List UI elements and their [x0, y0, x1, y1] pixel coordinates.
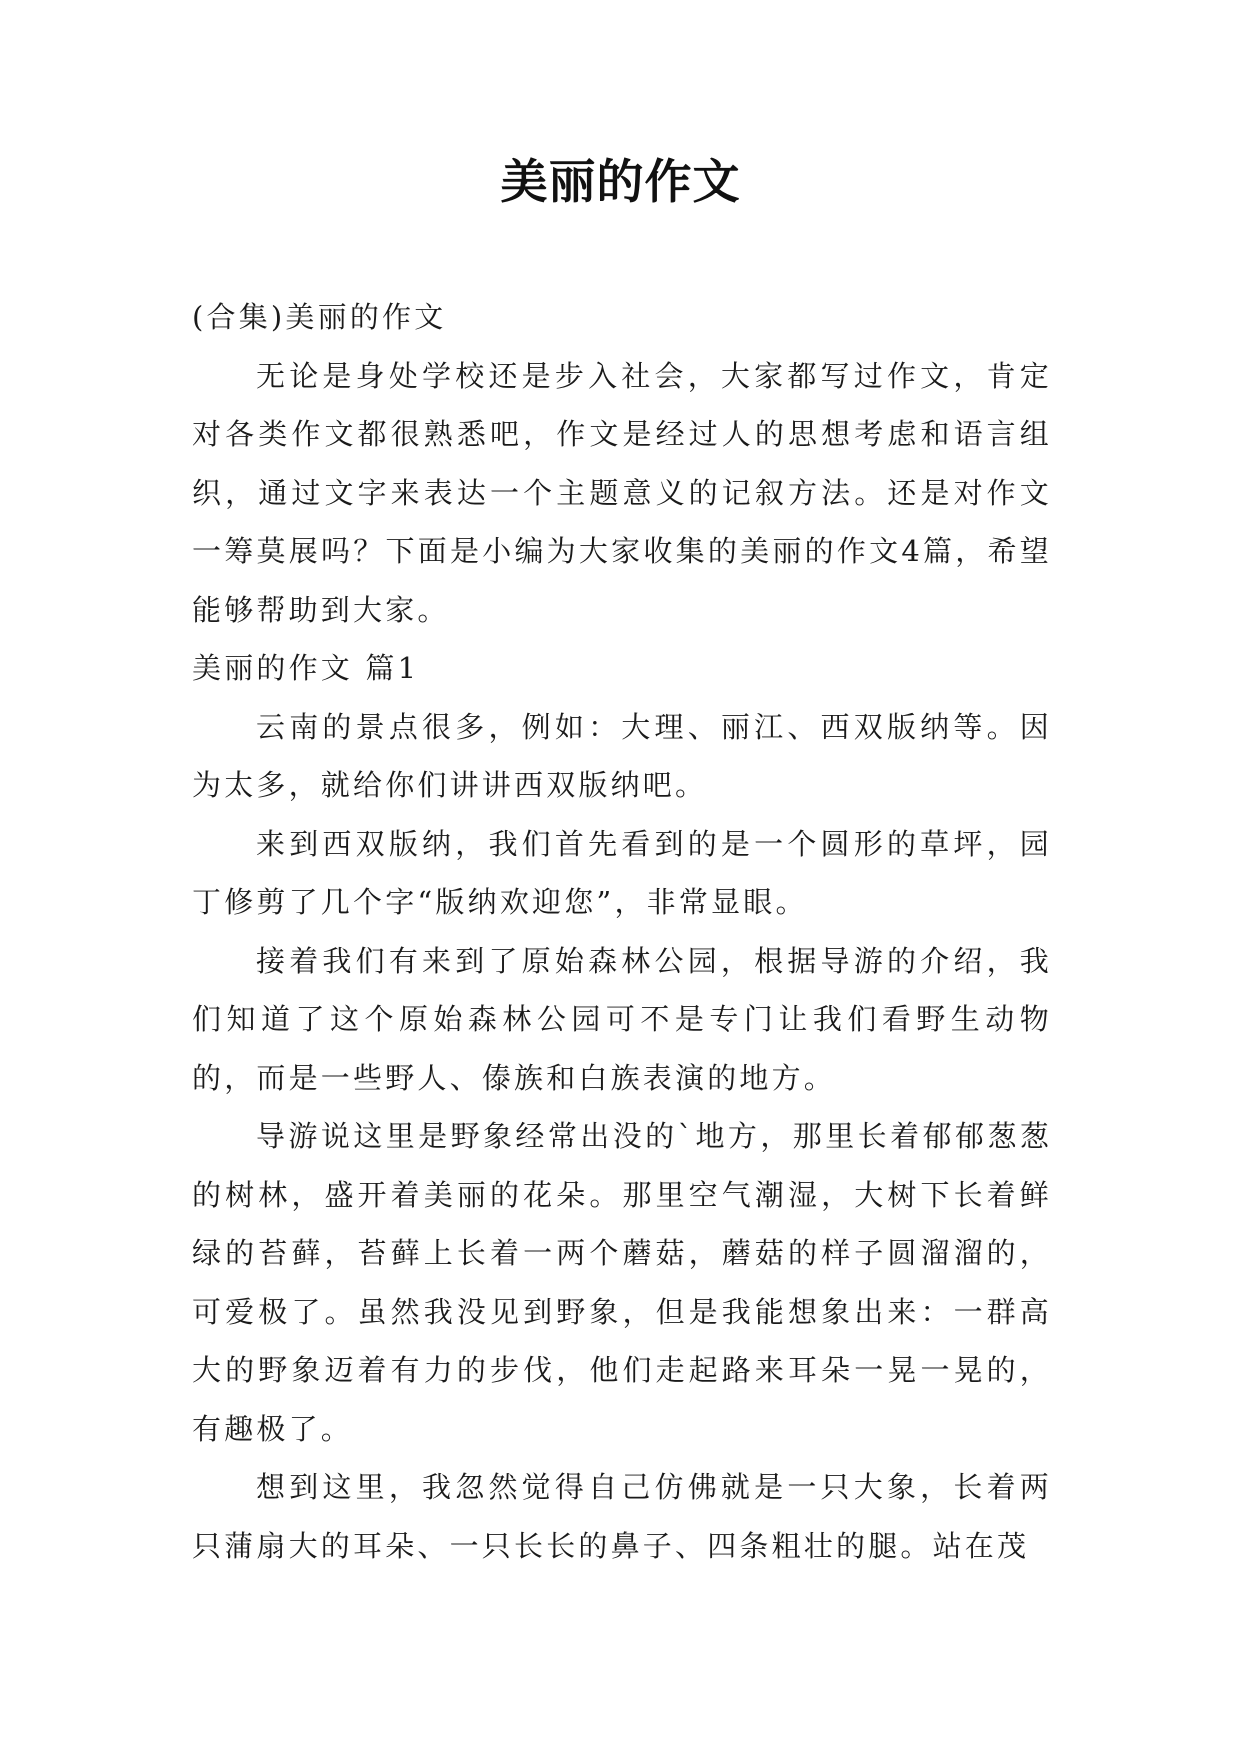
body-paragraph: 导游说这里是野象经常出没的`地方，那里长着郁郁葱葱的树林，盛开着美丽的花朵。那里空气潮湿，大树下长着鲜绿的苔藓，苔藓上长着一两个蘑菇，蘑菇的样子圆溜溜的，可爱极了。虽然我没见到野象，但是我能想象出来：一群高大的野象迈着有力的步伐，他们走起路来耳朵一晃一晃的，有趣极了。 — [192, 1119, 1052, 1446]
section-heading-1: 美丽的作文 篇1 — [192, 651, 420, 685]
intro-paragraph: 无论是身处学校还是步入社会，大家都写过作文，肯定对各类作文都很熟悉吧，作文是经过人的思想考虑和语言组织，通过文字来表达一个主题意义的记叙方法。还是对作文一筹莫展吗？下面是小编为大家收集的美丽的作文4篇，希望能够帮助到大家。 — [192, 358, 1052, 627]
document-body — [192, 288, 1052, 1575]
collection-subtitle: (合集)美丽的作文 — [192, 300, 447, 334]
document-title: 美丽的作文 — [500, 155, 741, 210]
body-paragraph: 云南的景点很多，例如：大理、丽江、西双版纳等。因为太多，就给你们讲讲西双版纳吧。 — [192, 709, 1052, 802]
body-paragraph: 来到西双版纳，我们首先看到的是一个圆形的草坪，园丁修剪了几个字“版纳欢迎您”，非常显眼。 — [192, 826, 1052, 919]
body-paragraph: 接着我们有来到了原始森林公园，根据导游的介绍，我们知道了这个原始森林公园可不是专门让我们看野生动物的，而是一些野人、傣族和白族表演的地方。 — [192, 943, 1052, 1095]
body-paragraph: 想到这里，我忽然觉得自己仿佛就是一只大象，长着两只蒲扇大的耳朵、一只长长的鼻子、四条粗壮的腿。站在茂 — [192, 1470, 1052, 1563]
